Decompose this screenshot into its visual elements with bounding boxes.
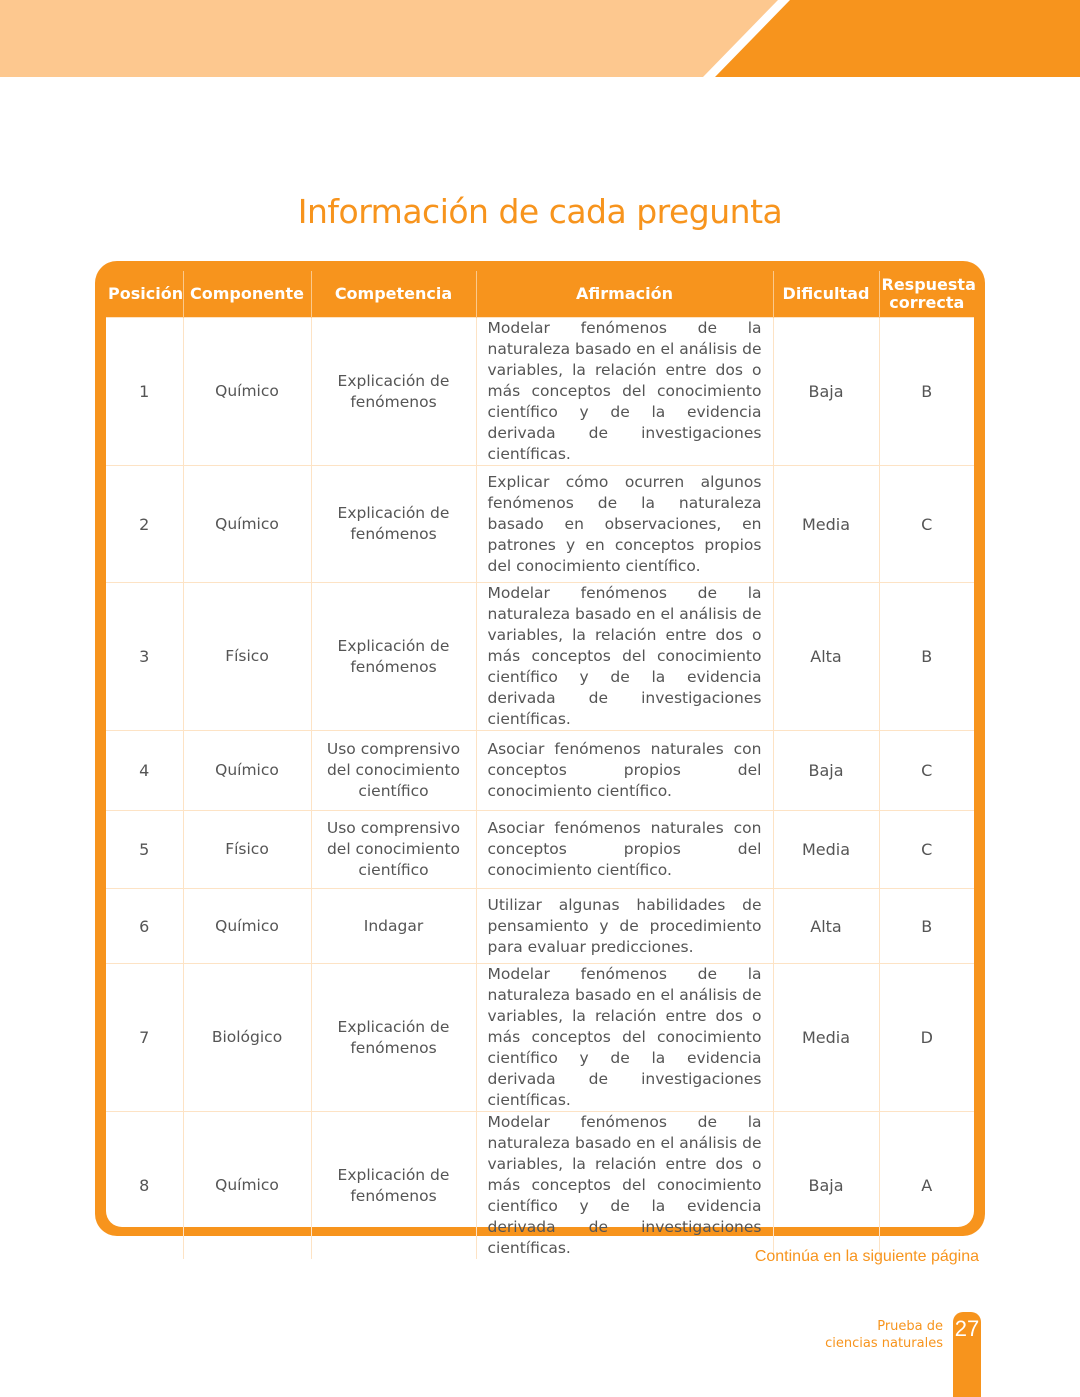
cell-afirmacion: Explicar cómo ocurren algunos fenómenos de la naturaleza basado en observaciones, en patrones y en conceptos propios del conocimiento científico.: [476, 466, 773, 583]
cell-posicion: 2: [106, 466, 183, 583]
cell-respuesta: B: [879, 318, 974, 466]
question-info-table: [106, 271, 974, 1259]
table-row: [106, 318, 974, 466]
cell-componente: Químico: [183, 466, 311, 583]
header-respuesta: [879, 271, 974, 318]
cell-componente: Químico: [183, 318, 311, 466]
table-row: [106, 964, 974, 1112]
cell-componente: Físico: [183, 811, 311, 889]
header-respuesta-line1: Respuesta: [881, 275, 976, 294]
table-row: [106, 1112, 974, 1260]
header-respuesta-line2: correcta: [889, 293, 965, 312]
cell-dificultad: Baja: [773, 318, 879, 466]
footer-label: [825, 1318, 943, 1352]
cell-dificultad: Alta: [773, 889, 879, 964]
cell-posicion: 1: [106, 318, 183, 466]
table-row: [106, 811, 974, 889]
cell-respuesta: C: [879, 466, 974, 583]
cell-posicion: 5: [106, 811, 183, 889]
cell-dificultad: Alta: [773, 583, 879, 731]
cell-respuesta: B: [879, 583, 974, 731]
cell-respuesta: C: [879, 811, 974, 889]
cell-competencia: Uso comprensivo del conocimiento científico: [311, 731, 476, 811]
header-posicion: Posición: [106, 271, 183, 318]
header-competencia: Competencia: [311, 271, 476, 318]
cell-afirmacion: Modelar fenómenos de la naturaleza basado en el análisis de variables, la relación entre dos o más conceptos del conocimiento científico y de la evidencia derivada de investigaciones científicas.: [476, 964, 773, 1112]
cell-competencia: Explicación de fenómenos: [311, 318, 476, 466]
cell-dificultad: Media: [773, 964, 879, 1112]
cell-respuesta: D: [879, 964, 974, 1112]
cell-respuesta: C: [879, 731, 974, 811]
cell-respuesta: A: [879, 1112, 974, 1260]
cell-competencia: Explicación de fenómenos: [311, 964, 476, 1112]
cell-componente: Físico: [183, 583, 311, 731]
cell-competencia: Explicación de fenómenos: [311, 1112, 476, 1260]
table-row: [106, 889, 974, 964]
cell-componente: Químico: [183, 889, 311, 964]
page-number-tab: [953, 1312, 981, 1397]
cell-componente: Biológico: [183, 964, 311, 1112]
table-row: [106, 583, 974, 731]
cell-afirmacion: Modelar fenómenos de la naturaleza basado en el análisis de variables, la relación entre dos o más conceptos del conocimiento científico y de la evidencia derivada de investigaciones científicas.: [476, 1112, 773, 1260]
table-row: [106, 731, 974, 811]
cell-dificultad: Media: [773, 466, 879, 583]
cell-competencia: Uso comprensivo del conocimiento científico: [311, 811, 476, 889]
cell-posicion: 6: [106, 889, 183, 964]
cell-afirmacion: Modelar fenómenos de la naturaleza basado en el análisis de variables, la relación entre dos o más conceptos del conocimiento científico y de la evidencia derivada de investigaciones científicas.: [476, 583, 773, 731]
table-body: [106, 318, 974, 1260]
cell-respuesta: B: [879, 889, 974, 964]
top-banner: [0, 0, 1080, 77]
header-afirmacion: Afirmación: [476, 271, 773, 318]
cell-competencia: Explicación de fenómenos: [311, 466, 476, 583]
cell-afirmacion: Modelar fenómenos de la naturaleza basado en el análisis de variables, la relación entre dos o más conceptos del conocimiento científico y de la evidencia derivada de investigaciones científicas.: [476, 318, 773, 466]
cell-dificultad: Baja: [773, 1112, 879, 1260]
cell-afirmacion: Utilizar algunas habilidades de pensamiento y de procedimiento para evaluar predicciones.: [476, 889, 773, 964]
cell-competencia: Explicación de fenómenos: [311, 583, 476, 731]
cell-dificultad: Media: [773, 811, 879, 889]
header-dificultad: Dificultad: [773, 271, 879, 318]
table-row: [106, 466, 974, 583]
cell-posicion: 7: [106, 964, 183, 1112]
footer-line1: Prueba de: [877, 1319, 943, 1334]
page-title: Información de cada pregunta: [297, 192, 783, 231]
cell-afirmacion: Asociar fenómenos naturales con conceptos propios del conocimiento científico.: [476, 731, 773, 811]
cell-dificultad: Baja: [773, 731, 879, 811]
cell-posicion: 3: [106, 583, 183, 731]
cell-componente: Químico: [183, 731, 311, 811]
cell-posicion: 8: [106, 1112, 183, 1260]
cell-afirmacion: Asociar fenómenos naturales con conceptos propios del conocimiento científico.: [476, 811, 773, 889]
footer-line2: ciencias naturales: [825, 1336, 943, 1351]
cell-componente: Químico: [183, 1112, 311, 1260]
cell-competencia: Indagar: [311, 889, 476, 964]
header-componente: Componente: [183, 271, 311, 318]
table-header-row: [106, 271, 974, 318]
continue-next-page-note: Continúa en la siguiente página: [754, 1248, 979, 1265]
cell-posicion: 4: [106, 731, 183, 811]
page-number: 27: [954, 1316, 980, 1341]
